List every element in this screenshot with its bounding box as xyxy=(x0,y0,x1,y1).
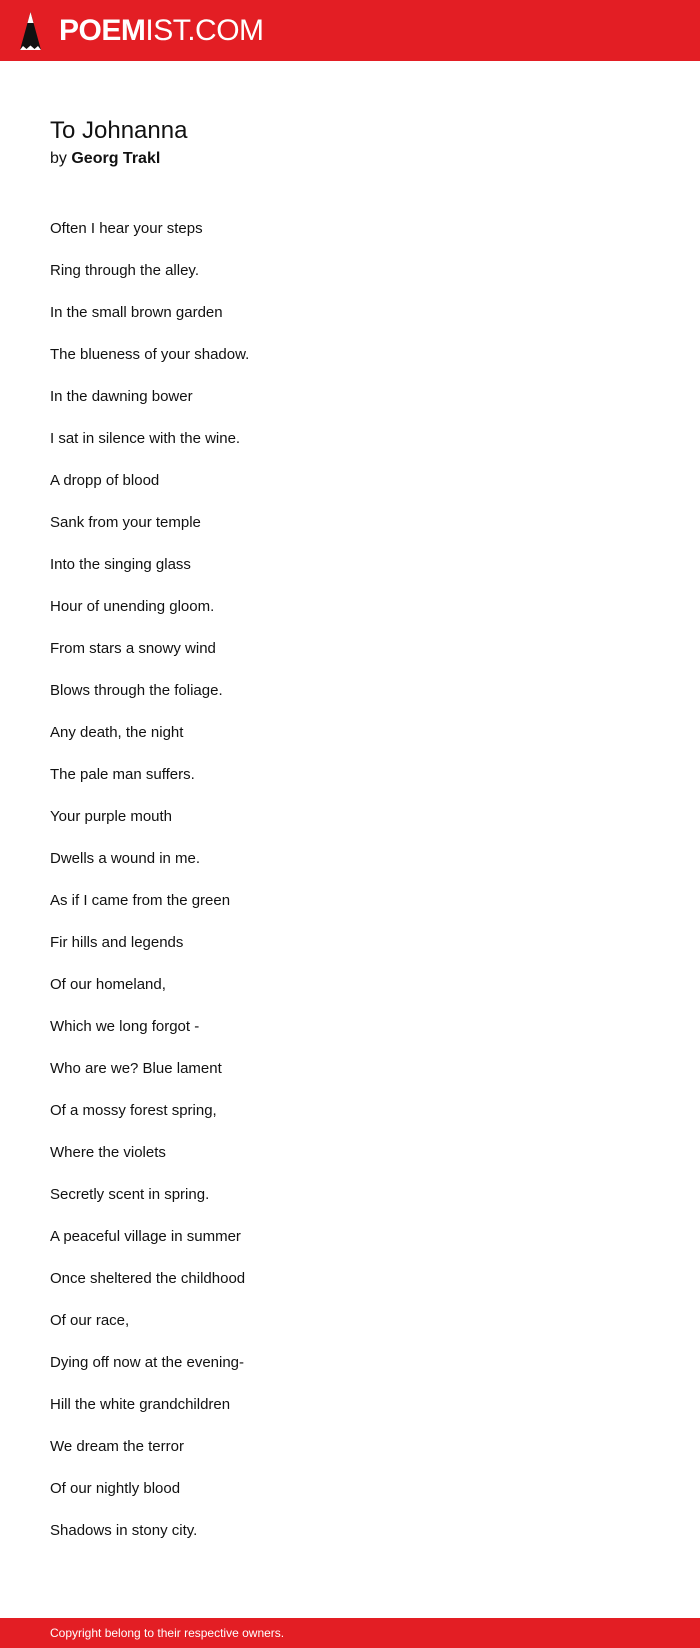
pencil-tip-icon xyxy=(18,10,43,52)
poem-line: Hill the white grandchildren xyxy=(50,1396,231,1413)
poem-line: Often I hear your steps xyxy=(50,220,203,237)
poem-line: I sat in silence with the wine. xyxy=(50,430,241,447)
poem-line: As if I came from the green xyxy=(50,892,231,909)
brand-name-light: IST.COM xyxy=(145,13,264,47)
poem-line: Dying off now at the evening- xyxy=(50,1354,245,1371)
poem-line: Into the singing glass xyxy=(50,556,191,573)
site-header xyxy=(0,0,700,61)
poem-line: Fir hills and legends xyxy=(50,934,184,951)
poem-line: Any death, the night xyxy=(50,724,184,741)
site-footer xyxy=(0,1618,700,1648)
poem-line: Of our race, xyxy=(50,1312,130,1329)
site-logo-link[interactable] xyxy=(18,10,264,52)
poem-line: A peaceful village in summer xyxy=(50,1228,241,1245)
poem-line: The blueness of your shadow. xyxy=(50,346,250,363)
brand-name xyxy=(59,14,264,48)
poem-line: Where the violets xyxy=(50,1144,166,1161)
poem-line: Sank from your temple xyxy=(50,514,201,531)
brand-name-strong: POEM xyxy=(59,13,146,47)
poem-line: From stars a snowy wind xyxy=(50,640,216,657)
poem-line: Secretly scent in spring. xyxy=(50,1186,210,1203)
poem-line: Hour of unending gloom. xyxy=(50,598,215,615)
poem-line: Of a mossy forest spring, xyxy=(50,1102,217,1119)
poem-line: Of our nightly blood xyxy=(50,1480,181,1497)
poem-line: Dwells a wound in me. xyxy=(50,850,201,867)
poem-byline xyxy=(50,149,650,169)
poem-line: We dream the terror xyxy=(50,1438,184,1455)
poem-line: Blows through the foliage. xyxy=(50,682,223,699)
poem-line: Once sheltered the childhood xyxy=(50,1270,246,1287)
poem-line: Which we long forgot - xyxy=(50,1018,200,1035)
poem-title: To Johnanna xyxy=(50,117,188,144)
poem-line: Ring through the alley. xyxy=(50,262,199,279)
copyright-notice: Copyright belong to their respective owners. xyxy=(50,1626,285,1640)
poem-line: In the small brown garden xyxy=(50,304,223,321)
poem-body xyxy=(50,214,650,1558)
poem-line: A dropp of blood xyxy=(50,472,160,489)
poem-line: Your purple mouth xyxy=(50,808,173,825)
poem-header xyxy=(50,113,650,169)
poem-line: Who are we? Blue lament xyxy=(50,1060,222,1077)
poem-line: In the dawning bower xyxy=(50,388,193,405)
author-link[interactable]: Georg Trakl xyxy=(71,150,161,167)
poem-line: Shadows in stony city. xyxy=(50,1522,198,1539)
poem-line: The pale man suffers. xyxy=(50,766,195,783)
poem-line: Of our homeland, xyxy=(50,976,166,993)
byline-prefix: by xyxy=(50,150,67,167)
